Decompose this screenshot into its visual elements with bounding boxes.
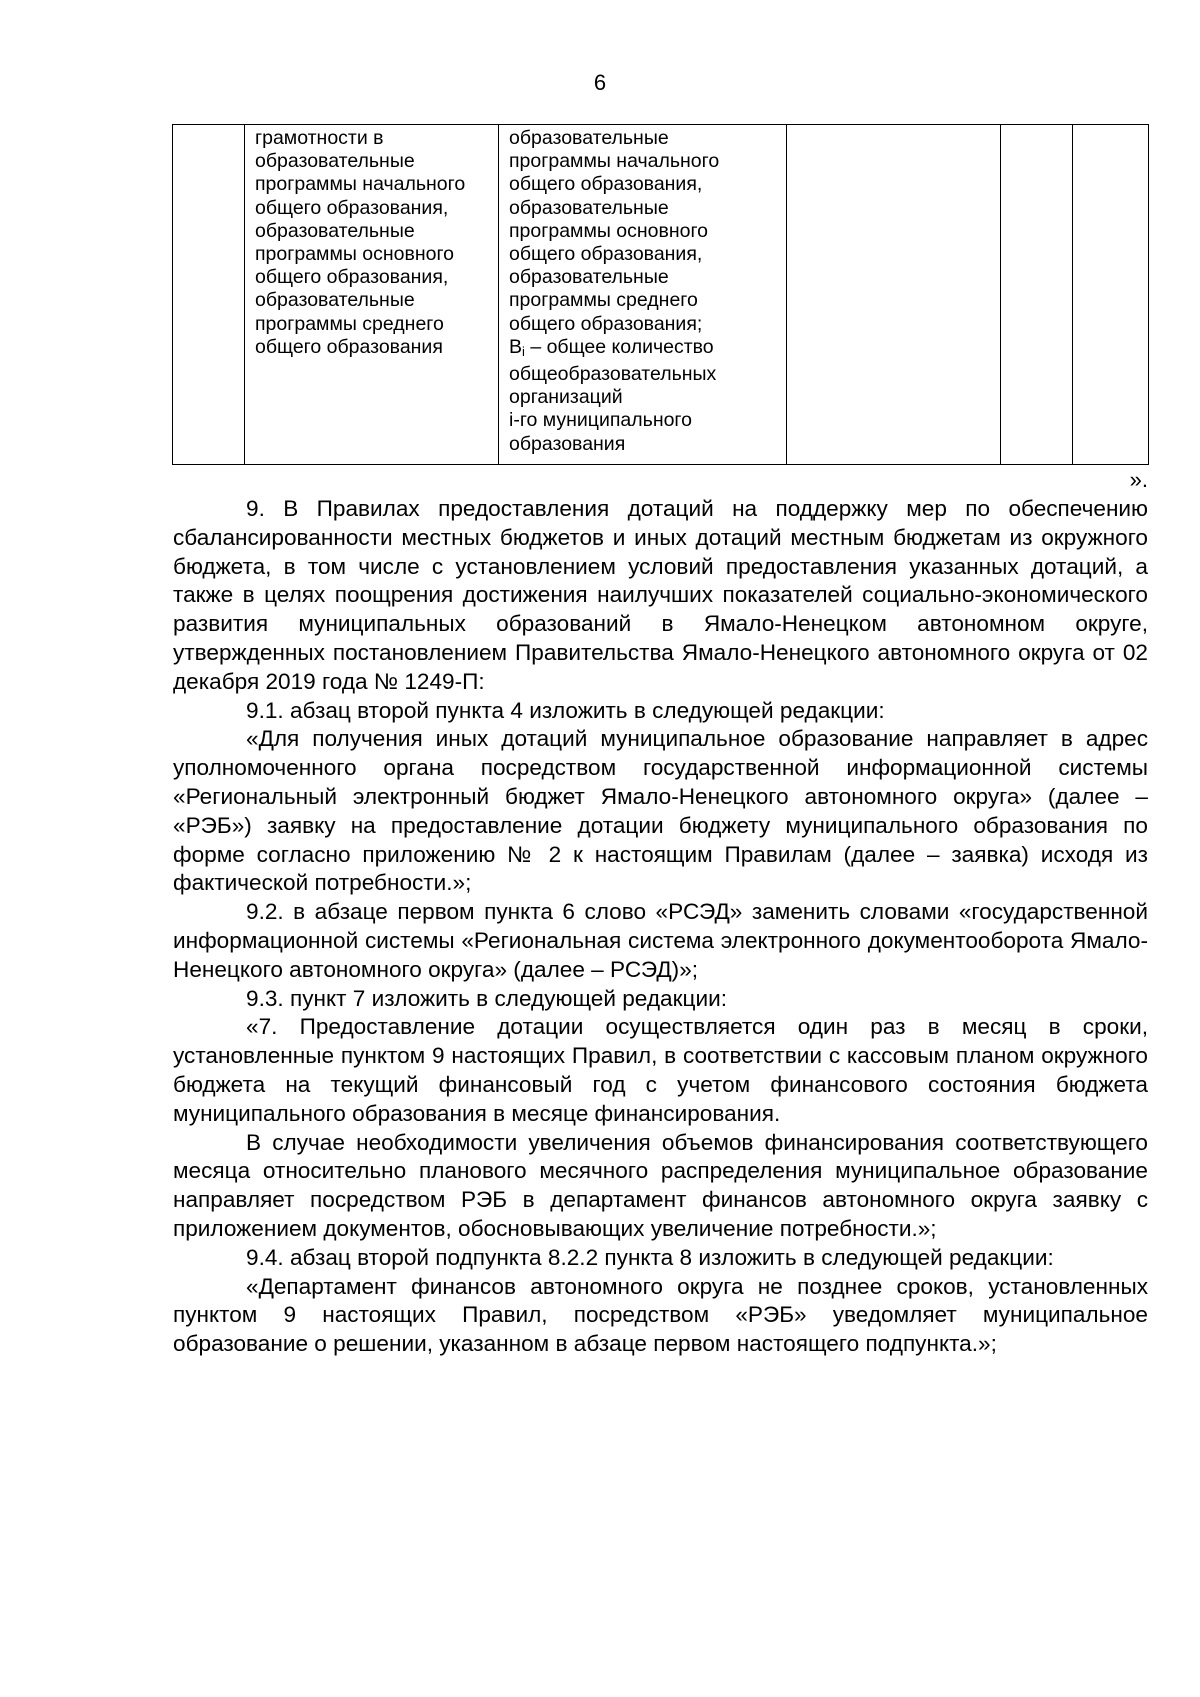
page-number: 6 xyxy=(593,70,607,95)
table-cell-line: общего образования; xyxy=(509,312,703,335)
table-cell-line: организаций xyxy=(509,386,623,409)
paragraph-9-3: 9.3. пункт 7 изложить в следующей редакции: xyxy=(246,985,727,1011)
variable-subscript: i xyxy=(522,343,525,359)
table-cell-line: программы основного xyxy=(255,243,455,266)
table-cell-line: общего образования, xyxy=(255,196,449,219)
table-cell-indicator xyxy=(245,125,499,465)
table-cell-line: общего образования, xyxy=(255,266,449,289)
table-cell-line: программы среднего xyxy=(255,312,444,335)
paragraph-9-4-quote: «Департамент финансов автономного округа не позднее сроков, установленных пунктом 9 настоящих Правил, посредством «РЭБ» уведомляет муниципальное образование о решении, указанном в абзаце первом настоящего подпункта.»; xyxy=(173,1273,1148,1357)
table-cell-line: образовательные xyxy=(255,219,415,242)
table-cell-line: образовательные xyxy=(509,127,669,149)
table-cell-line: образовательные xyxy=(255,150,415,173)
table-cell-line: образования xyxy=(509,432,626,455)
table-cell-line: программы начального xyxy=(255,173,466,196)
paragraph-9-3-quote: «7. Предоставление дотации осуществляется один раз в месяц в сроки, установленные пунктом 9 настоящих Правил, в соответствии с кассовым планом окружного бюджета на текущий финансовый год с учетом финансового состояния бюджета муниципального образования в месяце финансирования. xyxy=(173,1014,1148,1126)
variable-letter: B xyxy=(509,335,523,358)
table-cell-empty xyxy=(787,125,1001,465)
table-cell-calculation xyxy=(499,125,787,465)
table-cell-line: программы основного xyxy=(509,219,709,242)
variable-definition: – общее количество xyxy=(524,335,714,358)
table-cell-line: общего образования, xyxy=(509,243,703,266)
formula-variable-line xyxy=(509,336,786,363)
table-cell-empty xyxy=(1001,125,1073,465)
closing-quote-mark: ». xyxy=(1129,467,1148,492)
paragraph-9-4: 9.4. абзац второй подпункта 8.2.2 пункта 8 изложить в следующей редакции: xyxy=(246,1244,1054,1270)
table-cell-empty xyxy=(1073,125,1149,465)
table-cell-line: грамотности в xyxy=(255,127,384,149)
table-cell-line: общеобразовательных xyxy=(509,363,717,386)
table-cell-line: i-го муниципального xyxy=(509,409,692,432)
paragraph-9-3-quote-cont: В случае необходимости увеличения объемов финансирования соответствующего месяца относительно планового месячного распределения муниципальное образование направляет посредством РЭБ в департамент финансов автономного округа заявку с приложением документов, обосновывающих увеличение потребности.»; xyxy=(173,1129,1148,1241)
document-body xyxy=(173,495,1148,1359)
table-cell-line: общего образования, xyxy=(509,173,703,196)
table-cell-line: общего образования xyxy=(255,335,443,358)
table-cell-line: программы начального xyxy=(509,150,720,173)
paragraph-9-1: 9.1. абзац второй пункта 4 изложить в следующей редакции: xyxy=(246,697,885,723)
table-row xyxy=(173,125,1149,465)
table-cell-line: образовательные xyxy=(509,196,669,219)
table-cell-line: программы среднего xyxy=(509,289,698,312)
formula-table-fragment xyxy=(172,124,1149,465)
table-cell-line: образовательные xyxy=(509,266,669,289)
paragraph-9-2: 9.2. в абзаце первом пункта 6 слово «РСЭД» заменить словами «государственной информационной системы «Региональная система электронного документооборота Ямало-Ненецкого автономного округа» (далее – РСЭД)»; xyxy=(173,899,1148,982)
paragraph-9-1-quote: «Для получения иных дотаций муниципальное образование направляет в адрес уполномоченного органа посредством государственной информационной системы «Региональный электронный бюджет Ямало-Ненецкого автономного округа» (далее – «РЭБ») заявку на предоставление дотации бюджету муниципального образования по форме согласно приложению № 2 к настоящим Правилам (далее – заявка) исходя из фактической потребности.»; xyxy=(173,726,1148,896)
table-cell-number xyxy=(173,125,245,465)
table-cell-line: образовательные xyxy=(255,289,415,312)
paragraph-9: 9. В Правилах предоставления дотаций на поддержку мер по обеспечению сбалансированности местных бюджетов и иных дотаций местным бюджетам из окружного бюджета, в том числе с установлением условий предоставления указанных дотаций, а также в целях поощрения достижения наилучших показателей социально-экономического развития муниципальных образований в Ямало-Ненецком автономном округе, утвержденных постановлением Правительства Ямало-Ненецкого автономного округа от 02 декабря 2019 года № 1249-П: xyxy=(173,496,1148,694)
